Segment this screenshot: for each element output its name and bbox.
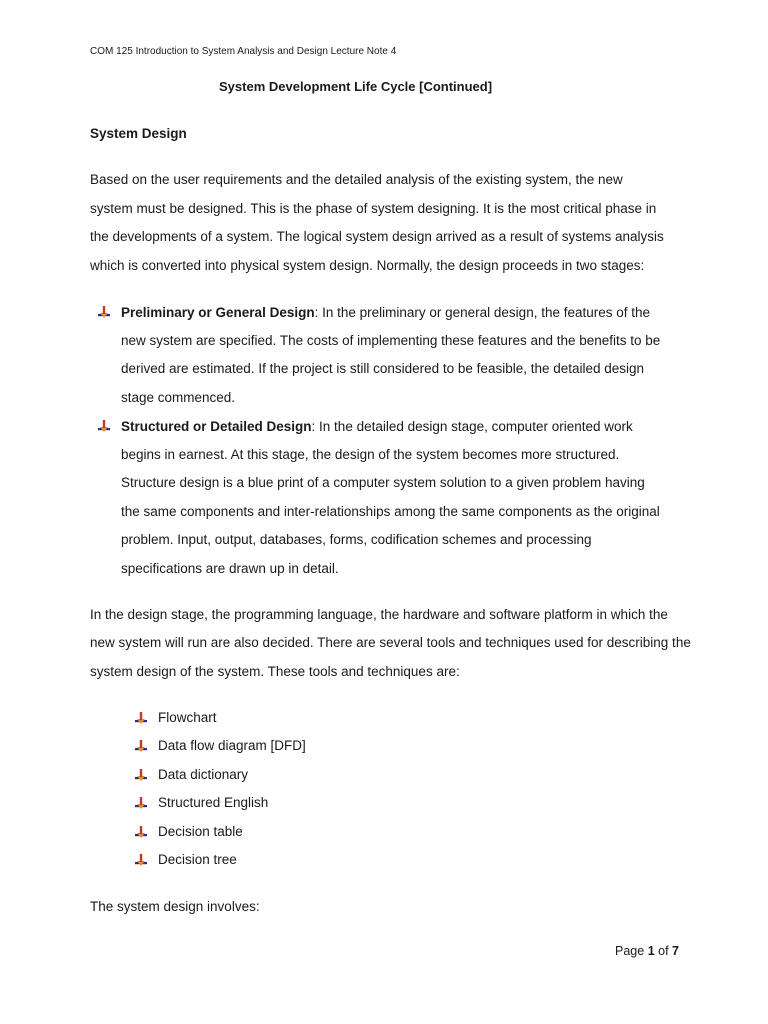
- list-item: Structured English: [158, 795, 269, 810]
- stage-term: Structured or Detailed Design: [121, 419, 312, 434]
- paragraph-line: Structure design is a blue print of a computer system solution to a given problem having: [121, 475, 645, 490]
- list-item: Decision table: [158, 824, 243, 839]
- paragraph-line: new system will run are also decided. There are several tools and techniques used for describing the: [90, 635, 691, 650]
- paragraph-line: new system are specified. The costs of implementing these features and the benefits to be: [121, 333, 661, 348]
- paragraph-line: system must be designed. This is the phase of system designing. It is the most critical phase in: [90, 201, 657, 216]
- stage-item-preliminary: [121, 305, 650, 320]
- current-page: 1: [647, 944, 655, 958]
- stage-item-structured: [121, 419, 633, 434]
- paragraph-line: the developments of a system. The logical system design arrived as a result of systems analysis: [90, 229, 664, 244]
- bullet-arrow-icon: [97, 419, 111, 433]
- stage-text: : In the detailed design stage, computer oriented work: [311, 419, 633, 434]
- paragraph-line: In the design stage, the programming language, the hardware and software platform in which the: [90, 607, 668, 622]
- bullet-arrow-icon: [134, 768, 148, 782]
- stage-term: Preliminary or General Design: [121, 305, 315, 320]
- closing-line: The system design involves:: [90, 899, 260, 914]
- list-item: Flowchart: [158, 710, 217, 725]
- paragraph-line: derived are estimated. If the project is still considered to be feasible, the detailed design: [121, 361, 645, 376]
- bullet-arrow-icon: [134, 825, 148, 839]
- paragraph-line: Based on the user requirements and the detailed analysis of the existing system, the new: [90, 172, 623, 187]
- paragraph-line: system design of the system. These tools and techniques are:: [90, 664, 460, 679]
- paragraph-line: stage commenced.: [121, 390, 236, 405]
- list-item: Data dictionary: [158, 767, 249, 782]
- page-number: [615, 944, 679, 958]
- page-header: COM 125 Introduction to System Analysis and Design Lecture Note 4: [90, 46, 397, 57]
- paragraph-line: the same components and inter-relationships among the same components as the original: [121, 504, 660, 519]
- bullet-arrow-icon: [134, 739, 148, 753]
- of-word: of: [658, 944, 669, 958]
- paragraph-line: begins in earnest. At this stage, the design of the system becomes more structured.: [121, 447, 620, 462]
- bullet-arrow-icon: [134, 796, 148, 810]
- paragraph-line: specifications are drawn up in detail.: [121, 561, 339, 576]
- bullet-arrow-icon: [134, 853, 148, 867]
- bullet-arrow-icon: [97, 305, 111, 319]
- stage-text: : In the preliminary or general design, the features of the: [314, 305, 651, 320]
- page-title: System Development Life Cycle [Continued]: [219, 79, 493, 94]
- page-word: Page: [615, 944, 645, 958]
- paragraph-line: which is converted into physical system design. Normally, the design proceeds in two stages:: [90, 258, 645, 273]
- section-heading: System Design: [90, 126, 187, 141]
- list-item: Data flow diagram [DFD]: [158, 738, 306, 753]
- total-pages: 7: [672, 944, 679, 958]
- bullet-arrow-icon: [134, 711, 148, 725]
- paragraph-line: problem. Input, output, databases, forms, codification schemes and processing: [121, 532, 592, 547]
- list-item: Decision tree: [158, 852, 237, 867]
